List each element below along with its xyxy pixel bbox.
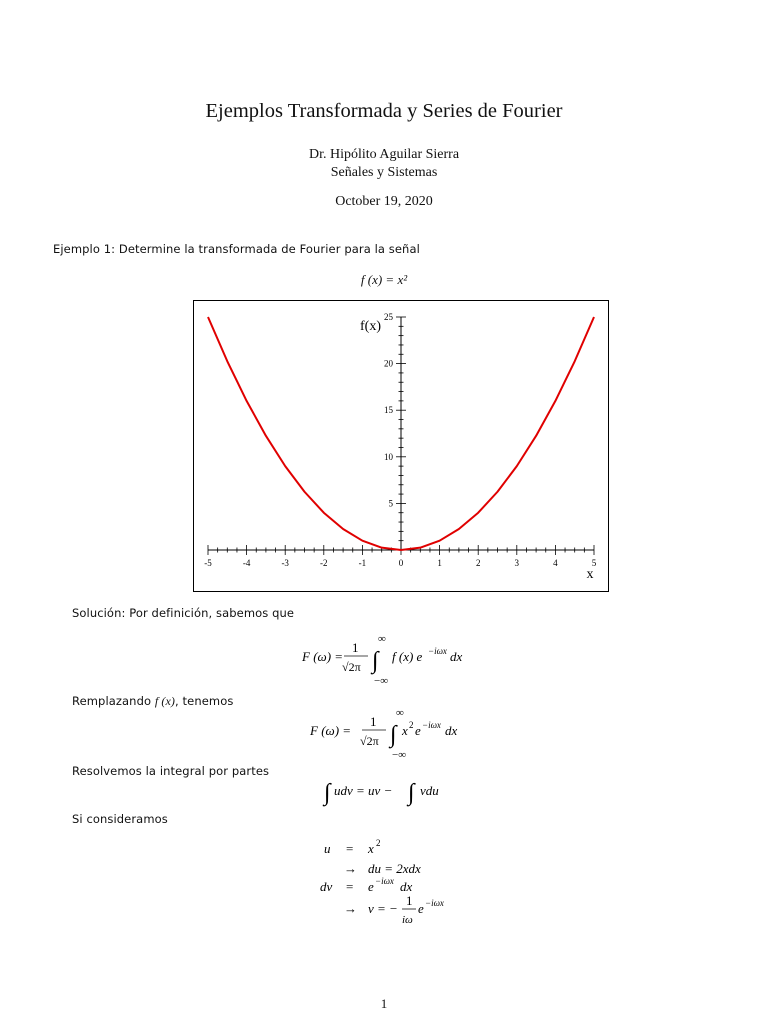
page-number: 1	[380, 996, 388, 1011]
svg-text:1: 1	[352, 640, 359, 655]
x-tick-label: -5	[204, 558, 212, 568]
svg-text:v = −: v = −	[368, 901, 398, 916]
course-name: Señales y Sistemas	[330, 165, 438, 180]
svg-text:dx: dx	[445, 723, 458, 738]
replacing-suffix: , tenemos	[175, 694, 234, 708]
paper-title: Ejemplos Transformada y Series de Fourier	[205, 100, 563, 122]
x-tick-label: 4	[553, 558, 558, 568]
replacing-prefix: Remplazando	[72, 694, 152, 708]
svg-text:iω: iω	[402, 914, 413, 926]
y-tick-label: 15	[384, 405, 393, 416]
x-tick-label: -3	[281, 558, 289, 568]
substitution-equations	[310, 835, 490, 931]
plot-svg	[194, 301, 608, 591]
svg-text:du = 2xdx: du = 2xdx	[368, 861, 421, 876]
svg-text:udv = uv −: udv = uv −	[334, 783, 393, 798]
y-axis-label: f(x)	[360, 319, 381, 334]
function-plot	[193, 300, 609, 592]
x-tick-label: 0	[398, 558, 404, 568]
svg-text:2: 2	[409, 720, 414, 730]
svg-text:vdu: vdu	[420, 783, 439, 798]
replacing-statement	[72, 694, 233, 709]
y-tick-label: 25	[384, 312, 393, 322]
x-tick-label: 2	[475, 558, 481, 568]
svg-text:e: e	[368, 879, 374, 894]
example-text: Determine la transformada de Fourier para la señal	[118, 242, 420, 256]
y-tick-label: 20	[384, 358, 393, 369]
svg-text:∞: ∞	[396, 707, 404, 719]
solution-label: Solución:	[72, 606, 126, 620]
y-tick-label: 10	[384, 451, 393, 462]
x-tick-label: -1	[358, 558, 367, 568]
x-axis-label: x	[586, 567, 594, 582]
svg-text:∫: ∫	[324, 780, 331, 806]
svg-text:∫: ∫	[408, 780, 415, 806]
x-tick-label: 3	[514, 558, 520, 568]
svg-text:−iωx: −iωx	[422, 720, 441, 730]
svg-text:x: x	[368, 841, 374, 856]
x-tick-label: -2	[320, 558, 328, 568]
integration-by-parts-equation	[320, 772, 460, 808]
svg-text:e: e	[418, 901, 424, 916]
paper-date: October 19, 2020	[335, 194, 433, 209]
svg-text:F (ω) =: F (ω) =	[302, 649, 344, 664]
svg-text:−∞: −∞	[392, 749, 407, 760]
svg-text:u: u	[324, 841, 331, 856]
svg-text:∫: ∫	[390, 722, 397, 748]
svg-text:dv: dv	[320, 879, 333, 894]
y-tick-label: 5	[388, 498, 393, 509]
author-name: Dr. Hipólito Aguilar Sierra	[308, 147, 460, 162]
svg-text:x: x	[402, 723, 408, 738]
svg-text:−iωx: −iωx	[375, 876, 394, 886]
by-parts-statement: Resolvemos la integral por partes	[72, 764, 270, 778]
consider-statement: Si consideramos	[72, 812, 168, 826]
svg-text:−∞: −∞	[374, 675, 389, 687]
svg-text:1: 1	[370, 714, 377, 729]
svg-text:∞: ∞	[378, 633, 386, 645]
svg-text:√2π: √2π	[360, 734, 379, 748]
solution-statement	[72, 606, 294, 620]
svg-text:F (ω) =: F (ω) =	[310, 723, 352, 738]
svg-text:−iωx: −iωx	[425, 898, 444, 908]
replacing-fx: f (x)	[154, 694, 176, 708]
example-statement	[53, 242, 420, 256]
svg-text:√2π: √2π	[342, 660, 361, 674]
svg-text:→: →	[344, 861, 357, 876]
author-block	[0, 146, 768, 182]
svg-text:2: 2	[376, 838, 381, 848]
svg-text:f (x) e: f (x) e	[392, 649, 423, 664]
x-tick-label: 5	[591, 558, 597, 568]
svg-text:=: =	[346, 841, 354, 856]
svg-text:=: =	[346, 879, 354, 894]
svg-text:−iωx: −iωx	[428, 646, 447, 656]
svg-text:e: e	[415, 723, 421, 738]
svg-text:dx: dx	[400, 879, 413, 894]
solution-text: Por definición, sabemos que	[129, 606, 295, 620]
x-tick-label: -4	[242, 558, 251, 568]
svg-text:1: 1	[406, 893, 413, 908]
svg-text:∫: ∫	[372, 648, 379, 674]
fourier-substituted-equation	[300, 704, 480, 760]
x-tick-label: 1	[437, 558, 442, 568]
example-label: Ejemplo 1:	[53, 242, 116, 256]
signal-equation: f (x) = x²	[360, 272, 408, 287]
svg-text:→: →	[344, 901, 357, 916]
svg-text:dx: dx	[450, 649, 463, 664]
fourier-definition-equation	[290, 630, 490, 688]
